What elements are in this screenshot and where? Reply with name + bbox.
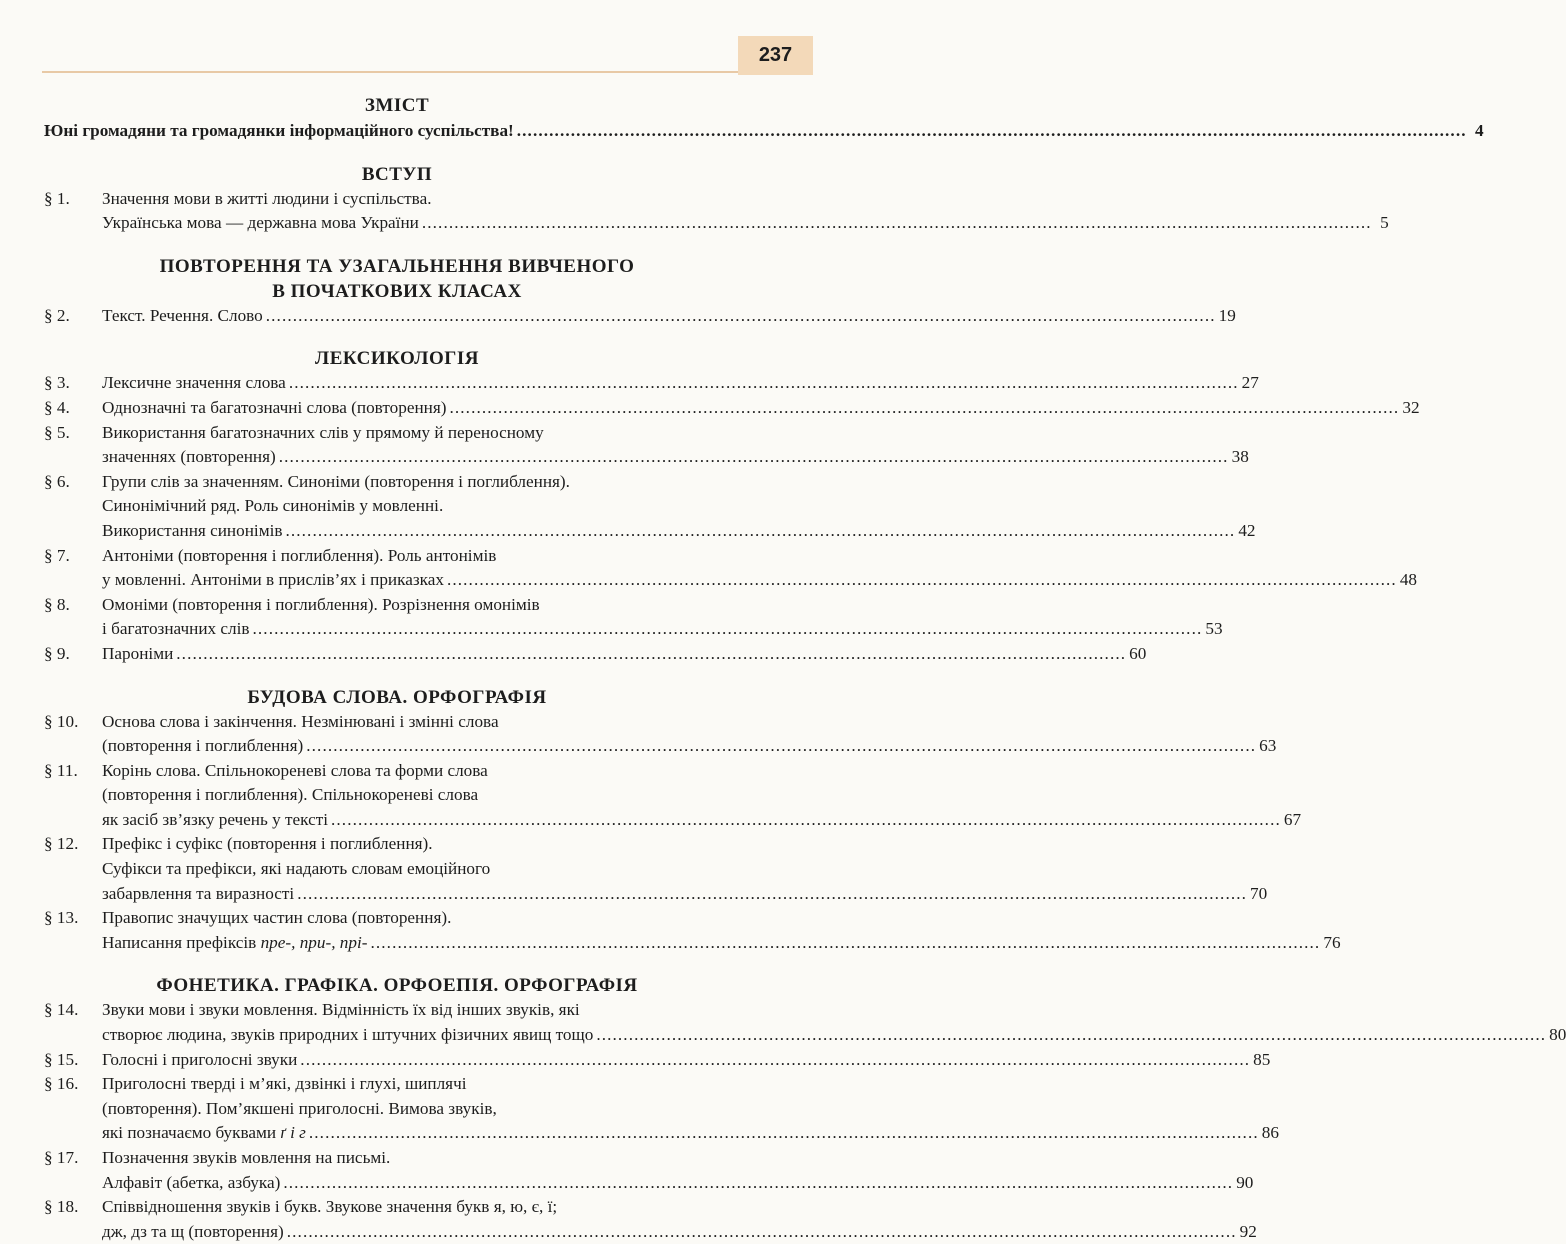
entry-page: 42 [1238, 520, 1256, 540]
dot-leader [176, 642, 1126, 667]
toc-entry[interactable] [44, 187, 1389, 236]
entry-page: 5 [1380, 213, 1389, 233]
toc-entry[interactable] [44, 998, 1566, 1047]
dot-leader [517, 119, 1467, 144]
entry-title-line: Звуки мови і звуки мовлення. Відмінність їх від інших звуків, які [102, 1000, 580, 1020]
dot-leader [596, 1023, 1546, 1048]
section-number: § 2. [44, 305, 70, 325]
toc-entry[interactable] [44, 421, 1249, 470]
toc-entry[interactable] [44, 371, 1259, 396]
toc-entry[interactable] [44, 470, 1256, 544]
dot-leader [447, 568, 1397, 593]
toc-entry[interactable] [44, 1146, 1254, 1195]
entry-page: 90 [1236, 1172, 1254, 1192]
dot-leader [289, 371, 1239, 396]
section-number: § 16. [44, 1074, 79, 1094]
section-number: § 3. [44, 373, 70, 393]
section-gap [44, 667, 750, 685]
entry-title-line: Омоніми (повторення і поглиблення). Розрізнення омонімів [102, 594, 540, 614]
entry-title-line: (повторення і поглиблення). Спільнокореневі слова [102, 785, 479, 805]
entry-title-line: значеннях (повторення) [102, 447, 276, 467]
section-number: § 13. [44, 908, 79, 928]
section-number: § 4. [44, 397, 70, 417]
dot-leader [283, 1171, 1233, 1196]
entry-title-line: і багатозначних слів [102, 619, 250, 639]
entry-page: 4 [1475, 121, 1484, 140]
section-number: § 14. [44, 1000, 79, 1020]
entry-title-line: Українська мова — державна мова України [102, 213, 419, 233]
entry-page: 48 [1399, 570, 1418, 590]
dot-leader [287, 1220, 1237, 1244]
entry-page: 19 [1218, 305, 1236, 325]
section-number: § 15. [44, 1049, 79, 1069]
dot-leader [285, 519, 1235, 544]
entry-title-line: Корінь слова. Спільнокореневі слова та форми слова [102, 760, 488, 780]
entry-title: Юні громадяни та громадянки інформаційного суспільства! [44, 121, 514, 140]
entry-page: 53 [1205, 619, 1223, 639]
entry-title-line: Однозначні та багатозначні слова (повторення) [102, 397, 447, 417]
entry-title-line: Використання багатозначних слів у прямому й переносному [102, 422, 544, 442]
entry-title-line: Значення мови в житті людини і суспільства. [102, 188, 432, 208]
toc-entry[interactable] [44, 1048, 1271, 1073]
table-of-contents [44, 93, 1566, 1244]
entry-page: 80 [1549, 1025, 1566, 1045]
entry-page: 70 [1250, 883, 1268, 903]
entry-page: 76 [1323, 932, 1341, 952]
toc-entry[interactable] [44, 1072, 1279, 1146]
dot-leader [422, 211, 1372, 236]
section-number: § 6. [44, 471, 70, 491]
toc-entry[interactable] [44, 906, 1341, 955]
entry-title-line: Антоніми (повторення і поглиблення). Роль антонімів [102, 545, 497, 565]
toc-entry[interactable] [44, 593, 1223, 642]
entry-page: 38 [1231, 447, 1249, 467]
contents-title: ЗМІСТ [364, 95, 430, 116]
page-number: 237 [738, 36, 813, 75]
entry-title-line: забарвлення та виразності [102, 883, 295, 903]
entry-page: 32 [1402, 397, 1420, 417]
section-gap [44, 328, 750, 346]
toc-entry[interactable] [44, 304, 1236, 329]
dot-leader [449, 396, 1399, 421]
section-number: § 12. [44, 834, 79, 854]
entry-title-line: створює людина, звуків природних і штучних фізичних явищ тощо [102, 1025, 594, 1045]
section-number: § 11. [44, 760, 78, 780]
section-number: § 10. [44, 711, 79, 731]
section-heading: В ПОЧАТКОВИХ КЛАСАХ [272, 280, 522, 302]
entry-page: 27 [1241, 373, 1259, 393]
entry-page: 63 [1259, 736, 1277, 756]
section-heading: ФОНЕТИКА. ГРАФІКА. ОРФОЕПІЯ. ОРФОГРАФІЯ [156, 975, 638, 997]
toc-entry[interactable] [44, 642, 1147, 667]
entry-title-line: Позначення звуків мовлення на письмі. [102, 1148, 391, 1167]
entry-page: 92 [1239, 1221, 1257, 1241]
entry-title-line: Співвідношення звуків і букв. Звукове значення букв я, ю, є, ї; [102, 1197, 558, 1217]
entry-title-line: у мовленні. Антоніми в прислів’ях і приказках [102, 570, 444, 590]
section-number: § 17. [44, 1148, 79, 1167]
section-gap [44, 955, 750, 973]
entry-title-line: які позначаємо буквами [102, 1123, 277, 1143]
dot-leader [306, 734, 1256, 759]
entry-page: 86 [1261, 1123, 1279, 1143]
entry-page: 67 [1283, 809, 1302, 829]
entry-title-line: Приголосні тверді і м’які, дзвінкі і глухі, шиплячі [102, 1074, 467, 1094]
section-number: § 9. [44, 643, 70, 663]
section-number: § 5. [44, 422, 70, 442]
toc-entry[interactable] [44, 759, 1302, 833]
entry-title-line: (повторення). Пом’якшені приголосні. Вимова звуків, [102, 1098, 497, 1118]
header-rule [42, 71, 738, 73]
entry-page: 85 [1253, 1049, 1271, 1069]
entry-title-line: Правопис значущих частин слова (повторення). [102, 908, 452, 928]
dot-leader [266, 304, 1216, 329]
entry-title-line: Синонімічний ряд. Роль синонімів у мовленні. [102, 496, 444, 516]
section-number: § 1. [44, 188, 70, 208]
entry-title-line: Префікс і суфікс (повторення і поглиблення). [102, 834, 433, 854]
toc-entry[interactable] [44, 832, 1268, 906]
entry-page: 60 [1129, 643, 1147, 663]
entry-title-line: Лексичне значення слова [102, 373, 286, 393]
toc-entry[interactable] [44, 710, 1277, 759]
entry-title-line: Суфікси та префікси, які надають словам емоційного [102, 859, 491, 879]
entry-title-line: дж, дз та щ (повторення) [102, 1221, 284, 1241]
dot-leader [370, 931, 1320, 956]
toc-entry-intro[interactable] [44, 119, 1484, 144]
entry-title-italic: ґ і г [280, 1123, 306, 1143]
dot-leader [297, 882, 1247, 907]
sections [44, 144, 1566, 1244]
entry-title-line: Текст. Речення. Слово [102, 305, 263, 325]
entry-title-line: (повторення і поглиблення) [102, 736, 304, 756]
dot-leader [279, 445, 1229, 470]
entry-title-italic: пре-, при-, прі- [260, 932, 368, 952]
dot-leader [309, 1121, 1259, 1146]
entry-title-line: як засіб зв’язку речень у тексті [102, 809, 329, 829]
section-heading: ВСТУП [361, 163, 433, 185]
toc-entry[interactable] [44, 396, 1420, 421]
section-gap [44, 144, 750, 162]
toc-entry[interactable] [44, 544, 1418, 593]
dot-leader [331, 808, 1281, 833]
section-heading: БУДОВА СЛОВА. ОРФОГРАФІЯ [247, 686, 547, 708]
entry-title-line: Групи слів за значенням. Синоніми (повторення і поглиблення). [102, 471, 570, 491]
entry-title-line: Алфавіт (абетка, азбука) [102, 1172, 281, 1192]
entry-title-line: Основа слова і закінчення. Незмінювані і змінні слова [102, 711, 499, 731]
section-number: § 7. [44, 545, 70, 565]
dot-leader [253, 617, 1203, 642]
section-heading: ЛЕКСИКОЛОГІЯ [315, 348, 479, 370]
dot-leader [300, 1048, 1250, 1073]
section-gap [44, 236, 750, 254]
section-heading: ПОВТОРЕННЯ ТА УЗАГАЛЬНЕННЯ ВИВЧЕНОГО [159, 255, 635, 277]
section-number: § 8. [44, 594, 70, 614]
section-number: § 18. [44, 1197, 79, 1217]
entry-title-line: Пароніми [102, 643, 174, 663]
entry-title-line: Використання синонімів [102, 520, 283, 540]
entry-title-line: Голосні і приголосні звуки [102, 1049, 298, 1069]
toc-entry[interactable] [44, 1195, 1257, 1244]
entry-title-line: Написання префіксів [102, 932, 257, 952]
